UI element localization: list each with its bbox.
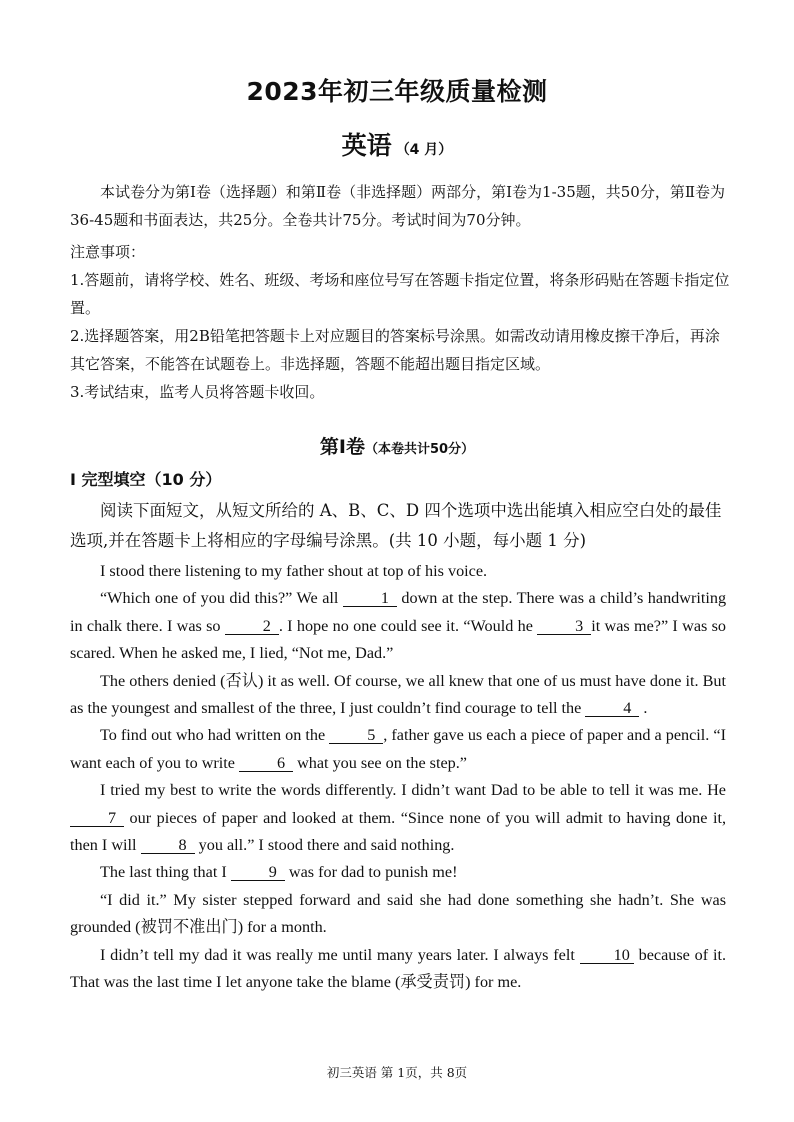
blank-5: 5 (329, 727, 383, 744)
passage-paragraph (70, 585, 726, 667)
blank-10: 10 (580, 947, 634, 964)
passage-text: I didn’t tell my dad it was really me until many years later. I always felt (100, 945, 575, 964)
blank-9: 9 (231, 864, 285, 881)
passage-text: you all.” I stood there and said nothing. (198, 836, 455, 855)
passage-text: what you see on the step.” (297, 753, 467, 772)
passage-text: was for dad to punish me! (288, 863, 458, 882)
passage-paragraph (70, 942, 726, 997)
passage-paragraph: “I did it.” My sister stepped forward and said she had done something she hadn’t. She was grounded (被罚不准出门) for a month. (70, 890, 726, 937)
passage-paragraph: I stood there listening to my father shout at top of his voice. (100, 562, 488, 580)
passage-text: because of it. That was the last time I let anyone take the blame (承受责罚) for me. (70, 945, 726, 992)
passage-text: The last thing that I (100, 863, 227, 882)
blank-2: 2 (225, 618, 279, 635)
passage-text: . (643, 699, 648, 718)
passage-text: down at the step. There was a child’s handwriting in chalk there. I was so (70, 589, 727, 635)
notice-item-1: 1.答题前，请将学校、姓名、班级、考场和座位号写在答题卡指定位置，将条形码贴在答题卡指定位置。 (70, 271, 730, 317)
passage-text: The others denied (否认) it as well. Of course, we all knew that one of us must have done it. But as the youngest and smallest of the three, I just couldn’t find courage to tell the (70, 671, 726, 718)
part-title: I 完型填空（10 分） (70, 470, 222, 489)
section-heading (0, 432, 794, 459)
intro-paragraph: 本试卷分为第Ⅰ卷（选择题）和第Ⅱ卷（非选择题）两部分，第Ⅰ卷为1-35题，共50分，第Ⅱ卷为36-45题和书面表达，共25分。全卷共计75分。考试时间为70分钟。 (70, 183, 726, 229)
section-title: 第Ⅰ卷 (319, 436, 365, 458)
passage-text: “Which one of you did this?” We all (100, 589, 339, 608)
blank-7: 7 (70, 810, 124, 827)
blank-4: 4 (585, 700, 639, 717)
exam-title: 2023年初三年级质量检测 (246, 77, 548, 106)
blank-6: 6 (239, 755, 293, 772)
exam-intro (70, 178, 730, 406)
cloze-passage (70, 558, 726, 997)
passage-text: , father gave us each a piece of paper and a pencil. “I want each of you to write (70, 726, 726, 772)
blank-1: 1 (343, 590, 397, 607)
section-note: （本卷共计50分） (364, 442, 475, 457)
passage-paragraph (70, 722, 726, 777)
passage-text: our pieces of paper and looked at them. “Since none of you will admit to having done it, then I will (70, 808, 726, 855)
blank-3: 3 (537, 618, 591, 635)
instructions-text: 阅读下面短文，从短文所给的 A、B、C、D 四个选项中选出能填入相应空白处的最佳选项,并在答题卡上将相应的字母编号涂黑。(共 10 小题，每小题 1 分) (70, 501, 722, 550)
subject-title (0, 126, 794, 162)
exam-month: （4 月） (395, 142, 453, 158)
passage-paragraph (70, 777, 726, 859)
notice-item-3: 3.考试结束，监考人员将答题卡收回。 (70, 383, 325, 401)
subject-name: 英语 (341, 131, 392, 160)
passage-paragraph (70, 668, 726, 723)
part-instructions (70, 496, 730, 556)
passage-text: To find out who had written on the (100, 726, 326, 745)
notice-item-2: 2.选择题答案，用2B铅笔把答题卡上对应题目的答案标号涂黑。如需改动请用橡皮擦干净后，再涂其它答案，不能答在试题卷上。非选择题，答题不能超出题目指定区域。 (70, 327, 720, 373)
page-footer: 初三英语 第 1页，共 8页 (326, 1065, 468, 1080)
passage-paragraph (70, 859, 726, 886)
blank-8: 8 (141, 837, 195, 854)
notice-title: 注意事项： (70, 243, 146, 261)
passage-text: it was me?” I was so scared. When he asked me, I lied, “Not me, Dad.” (70, 616, 726, 663)
passage-text: . I hope no one could see it. “Would he (278, 616, 533, 635)
passage-text: I tried my best to write the words differently. I didn’t want Dad to be able to tell it was me. He (100, 781, 726, 800)
